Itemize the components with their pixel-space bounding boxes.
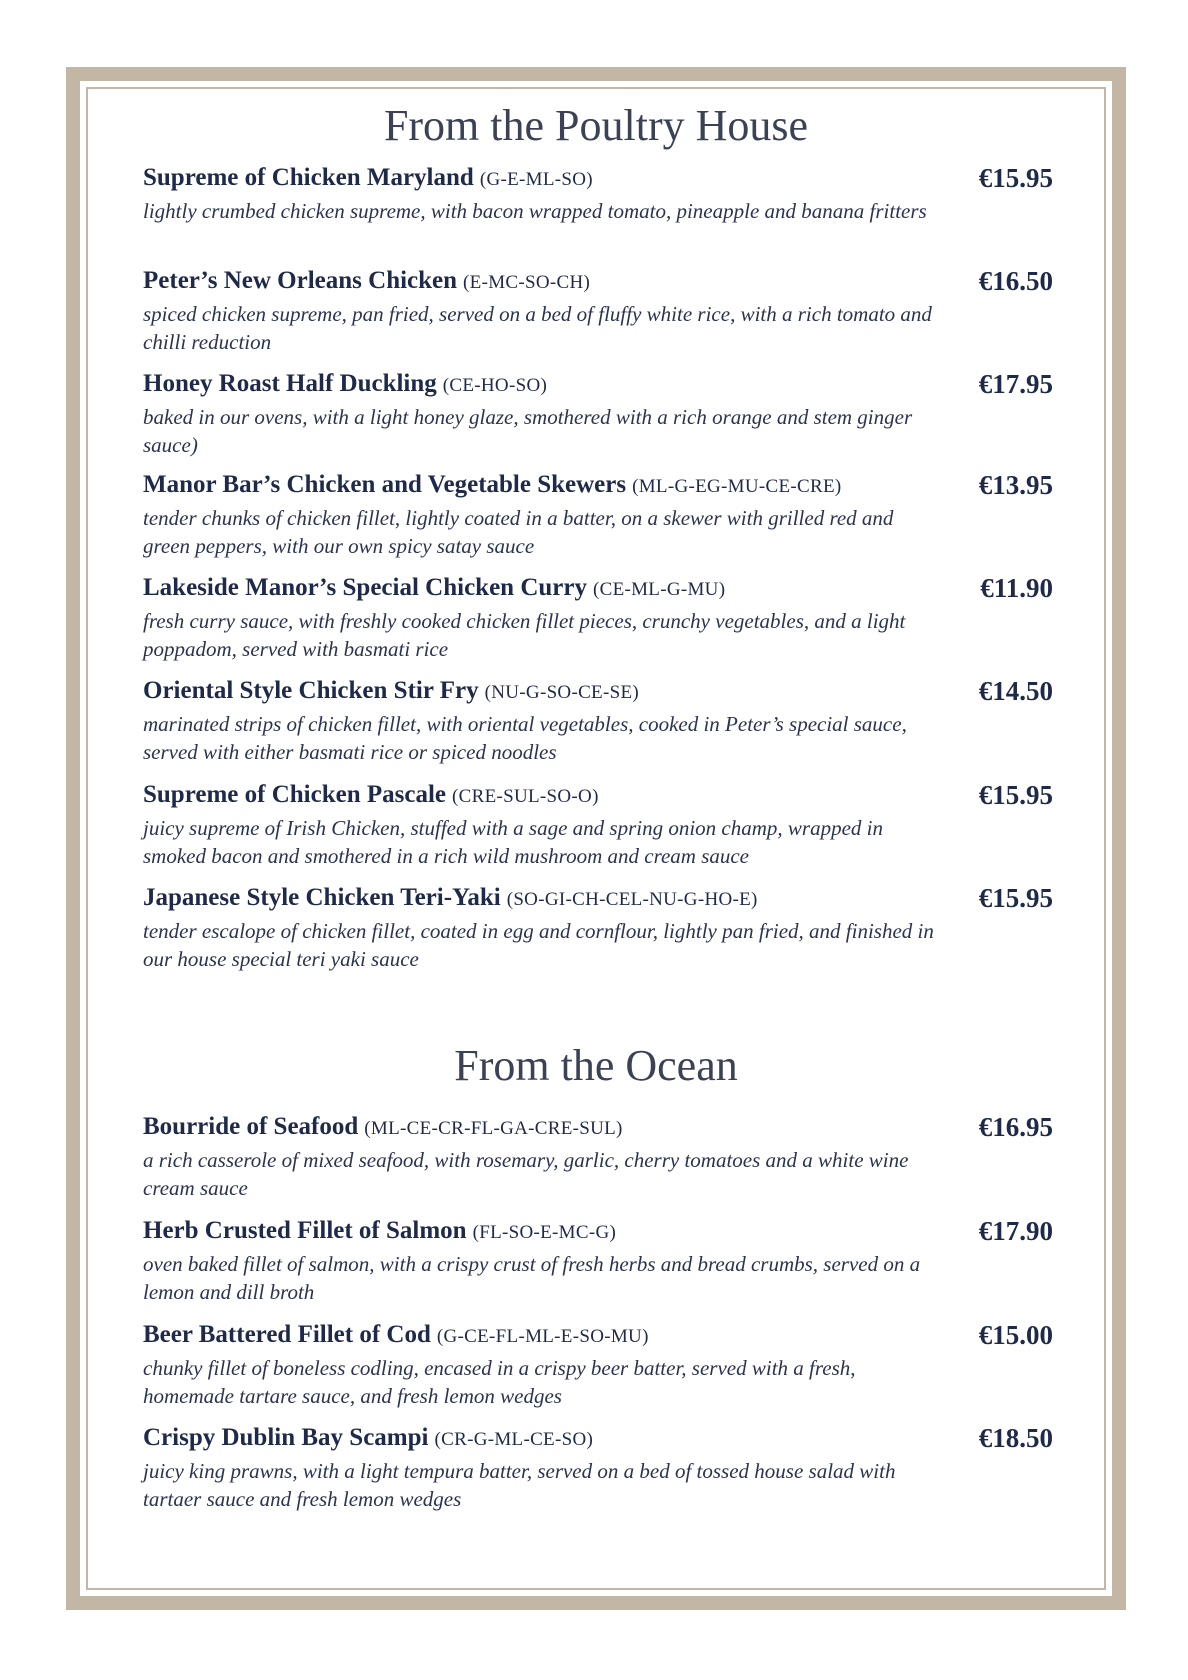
menu-item	[143, 573, 1053, 663]
item-price: €15.95	[978, 780, 1053, 810]
item-price: €11.90	[980, 573, 1053, 603]
item-description: baked in our ovens, with a light honey glaze, smothered with a rich orange and stem ginger sauce)	[143, 405, 913, 457]
item-name: Supreme of Chicken Pascale	[143, 781, 446, 808]
item-price: €15.95	[978, 163, 1053, 193]
item-description: juicy king prawns, with a light tempura batter, served on a bed of tossed house salad with tartaer sauce and fresh lemon wedges	[143, 1459, 896, 1511]
item-description: tender escalope of chicken fillet, coated in egg and cornflour, lightly pan fried, and finished in our house special teri yaki sauce	[143, 919, 934, 971]
item-price: €17.95	[978, 369, 1053, 399]
menu-item	[143, 369, 1053, 459]
menu-item	[143, 470, 1053, 560]
menu-item	[143, 1320, 1053, 1410]
menu-item	[143, 1112, 1053, 1202]
item-description: marinated strips of chicken fillet, with oriental vegetables, cooked in Peter’s special sauce, served with either basmati rice or spiced noodles	[143, 712, 907, 764]
item-price: €16.95	[978, 1112, 1053, 1142]
item-name: Honey Roast Half Duckling	[143, 370, 437, 397]
item-description: juicy supreme of Irish Chicken, stuffed with a sage and spring onion champ, wrapped in smoked bacon and smothered in a rich wild mushroom and cream sauce	[143, 816, 883, 868]
allergen-code: (CE-HO-SO)	[442, 375, 548, 396]
allergen-code: (G-CE-FL-ML-E-SO-MU)	[436, 1326, 649, 1347]
item-description: chunky fillet of boneless codling, encased in a crispy beer batter, served with a fresh, homemade tartare sauce, and fresh lemon wedges	[143, 1356, 856, 1408]
allergen-code: (ML-G-EG-MU-CE-CRE)	[632, 476, 842, 497]
menu-item	[143, 163, 1053, 225]
menu-item	[143, 1216, 1053, 1306]
item-name: Herb Crusted Fillet of Salmon	[143, 1217, 467, 1244]
section-title-poultry: From the Poultry House	[383, 101, 809, 150]
allergen-code: (NU-G-SO-CE-SE)	[484, 682, 639, 703]
allergen-code: (G-E-ML-SO)	[479, 169, 593, 190]
section-title-ocean: From the Ocean	[454, 1041, 738, 1090]
item-name: Manor Bar’s Chicken and Vegetable Skewers	[143, 471, 627, 498]
item-name: Crispy Dublin Bay Scampi	[143, 1424, 429, 1451]
item-name: Supreme of Chicken Maryland	[143, 164, 474, 191]
item-price: €18.50	[978, 1423, 1053, 1453]
item-name: Oriental Style Chicken Stir Fry	[143, 677, 479, 704]
item-name: Japanese Style Chicken Teri-Yaki	[143, 884, 501, 911]
item-name: Lakeside Manor’s Special Chicken Curry	[143, 574, 587, 601]
item-price: €16.50	[978, 266, 1053, 296]
allergen-code: (CRE-SUL-SO-O)	[452, 786, 599, 807]
menu-item	[143, 883, 1053, 973]
item-name: Peter’s New Orleans Chicken	[143, 267, 458, 294]
allergen-code: (FL-SO-E-MC-G)	[472, 1222, 617, 1243]
item-description: tender chunks of chicken fillet, lightly coated in a batter, on a skewer with grilled red and green peppers, with our own spicy satay sauce	[143, 506, 894, 558]
menu-item	[143, 676, 1053, 766]
allergen-code: (SO-GI-CH-CEL-NU-G-HO-E)	[506, 889, 758, 910]
item-price: €17.90	[978, 1216, 1053, 1246]
item-name: Beer Battered Fillet of Cod	[143, 1321, 431, 1348]
menu-item	[143, 780, 1053, 870]
menu-item	[143, 1423, 1053, 1513]
allergen-code: (CE-ML-G-MU)	[592, 579, 726, 600]
allergen-code: (CR-G-ML-CE-SO)	[434, 1429, 594, 1450]
allergen-code: (E-MC-SO-CH)	[463, 272, 591, 293]
item-description: oven baked fillet of salmon, with a crispy crust of fresh herbs and bread crumbs, served on a lemon and dill broth	[143, 1252, 921, 1304]
item-price: €15.00	[978, 1320, 1053, 1350]
item-price: €14.50	[978, 676, 1053, 706]
item-description: lightly crumbed chicken supreme, with bacon wrapped tomato, pineapple and banana fritters	[143, 199, 927, 223]
item-name: Bourride of Seafood	[143, 1113, 359, 1140]
item-description: spiced chicken supreme, pan fried, served on a bed of fluffy white rice, with a rich tomato and chilli reduction	[143, 302, 932, 354]
item-price: €13.95	[978, 470, 1053, 500]
allergen-code: (ML-CE-CR-FL-GA-CRE-SUL)	[364, 1118, 623, 1139]
item-description: a rich casserole of mixed seafood, with rosemary, garlic, cherry tomatoes and a white wine cream sauce	[143, 1148, 909, 1200]
item-price: €15.95	[978, 883, 1053, 913]
item-description: fresh curry sauce, with freshly cooked chicken fillet pieces, crunchy vegetables, and a light poppadom, served with basmati rice	[143, 609, 906, 661]
menu-item	[143, 266, 1053, 356]
